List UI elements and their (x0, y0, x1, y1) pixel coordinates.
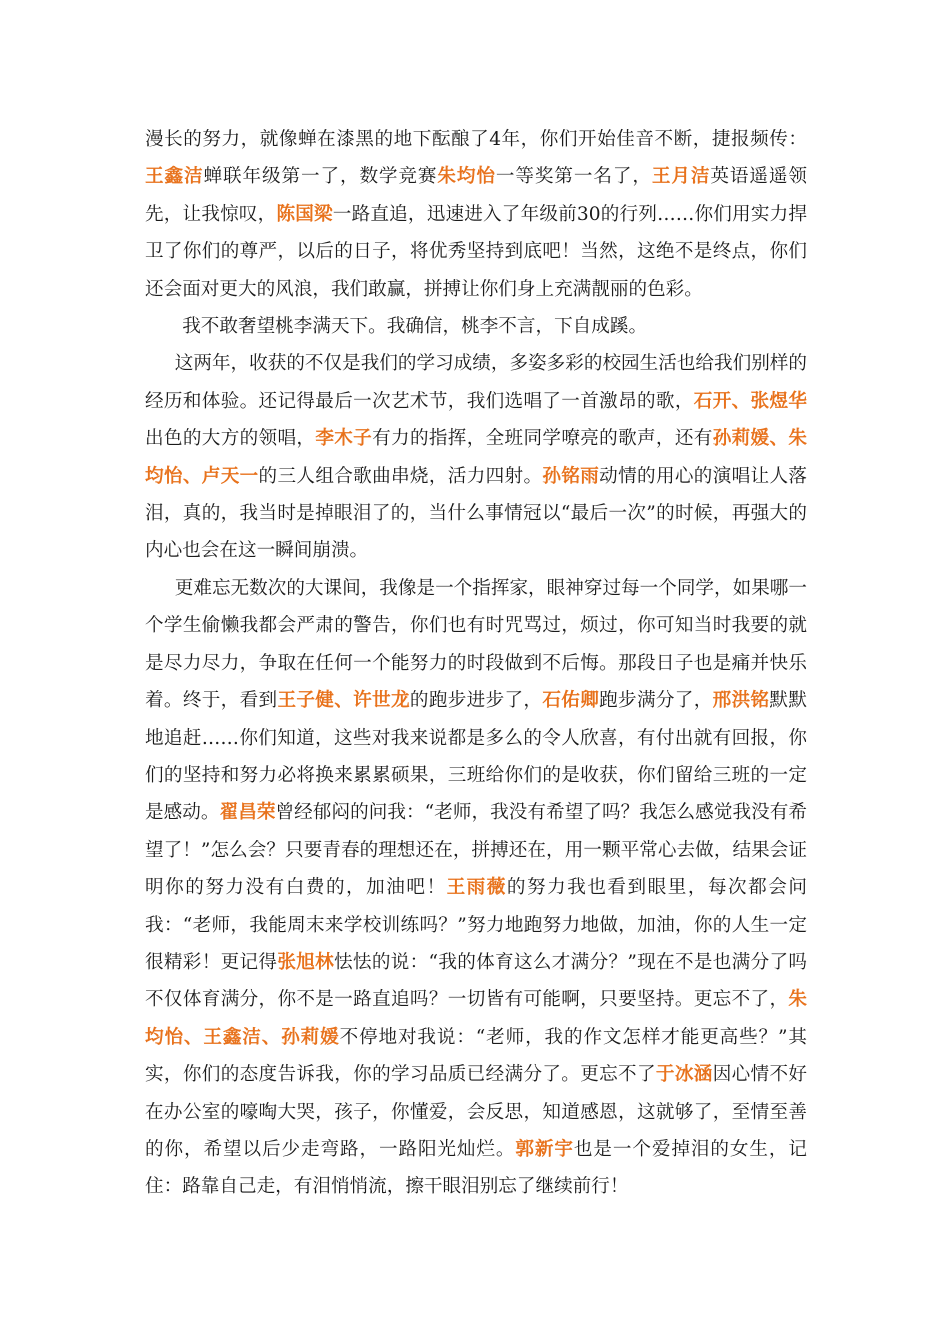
student-name: 孙莉媛、朱均怡、卢天一 (145, 428, 807, 487)
student-name: 邢洪铭 (712, 690, 770, 712)
student-name: 郭新宇 (515, 1138, 574, 1160)
student-name: 张旭林 (277, 951, 335, 973)
student-name: 朱均怡 (437, 166, 496, 188)
paragraph-big-recess (145, 570, 807, 1206)
student-name: 李木子 (315, 428, 373, 450)
body-text: 蝉联年级第一了，数学竞赛 (203, 166, 438, 188)
student-name: 王雨薇 (446, 877, 507, 899)
body-text: 这两年，收获的不仅是我们的学习成绩，多姿多彩的校园生活也给我们别样的经历和体验。还记得最后一次艺术节，我们选唱了一首激昂的歌， (145, 353, 807, 412)
body-text: 怯怯的说：“我的体育这么才满分？”现在不是也满分了吗不仅体育满分，你不是一路直追吗？一切皆有可能啊，只要坚持。更忘不了， (145, 951, 807, 1011)
student-name: 朱均怡、王鑫洁、孙莉媛 (145, 989, 807, 1048)
body-text: 也是一个爱掉泪的女生，记住：路靠自己走，有泪悄悄流，擦干眼泪别忘了继续前行！ (145, 1138, 807, 1198)
body-text: 的努力我也看到眼里，每次都会问我：“老师，我能周末来学校训练吗？”努力地跑努力地做，加油，你的人生一定很精彩！更记得 (145, 877, 807, 973)
body-text: 有力的指挥，全班同学嘹亮的歌声，还有 (372, 428, 713, 450)
body-text: 一等奖第一名了， (495, 166, 652, 188)
body-text: 漫长的努力，就像蝉在漆黑的地下酝酿了4年，你们开始佳音不断，捷报频传： (145, 129, 807, 150)
paragraph-art-festival (145, 345, 807, 569)
student-name: 于冰涵 (655, 1064, 713, 1086)
student-name: 王鑫洁 (145, 166, 204, 188)
body-text: 因心情不好在办公室的嚎啕大哭，孩子，你懂爱，会反思，知道感恩，这就够了，至情至善的你，希望以后少走弯路，一路阳光灿烂。 (145, 1064, 807, 1160)
student-name: 陈国梁 (276, 203, 333, 225)
body-text: 曾经郁闷的问我：“老师，我没有希望了吗？我怎么感觉我没有希望了！”怎么会？只要青春的理想还在，拼搏还在，用一颗平常心去做，结果会证明你的努力没有白费的，加油吧！ (145, 802, 807, 899)
body-text: 我不敢奢望桃李满天下。我确信，桃李不言，下自成蹊。 (182, 316, 648, 338)
student-name: 孙铭雨 (542, 465, 600, 487)
body-text: 默默地追赶……你们知道，这些对我来说都是多么的令人欣喜，有付出就有回报，你们的坚持和努力必将换来累累硕果，三班给你们的是收获，你们留给三班的一定是感动。 (145, 690, 807, 824)
body-text: 一路直追，迅速进入了年级前30的行列……你们用实力捍卫了你们的尊严，以后的日子，将优秀坚持到底吧！当然，这绝不是终点，你们还会面对更大的风浪，我们敢赢，拼搏让你们身上充满靓丽的色彩。 (145, 203, 807, 300)
paragraph-achievements (145, 121, 807, 308)
student-name: 石开、张煜华 (693, 390, 807, 412)
paragraph-peach-plum (145, 308, 807, 345)
body-text: 英语遥遥领先，让我惊叹， (145, 166, 807, 225)
document-body (145, 121, 807, 1206)
body-text: 的跑步进步了， (409, 690, 543, 712)
student-name: 王月洁 (651, 166, 711, 188)
body-text: 不停地对我说：“老师，我的作文怎样才能更高些？”其实，你们的态度告诉我，你的学习品质已经满分了。更忘不了 (145, 1026, 807, 1086)
body-text: 的三人组合歌曲串烧，活力四射。 (258, 465, 543, 487)
body-text: 更难忘无数次的大课间，我像是一个指挥家，眼神穿过每一个同学，如果哪一个学生偷懒我都会严肃的警告，你们也有时咒骂过，烦过，你可知当时我要的就是尽力尽力，争取在任何一个能努力的时段做到不后悔。那段日子也是痛并快乐着。终于，看到 (145, 577, 807, 712)
body-text: 动情的用心的演唱让人落泪，真的，我当时是掉眼泪了的，当什么事情冠以“最后一次”的时候，再强大的内心也会在这一瞬间崩溃。 (145, 465, 807, 562)
body-text: 跑步满分了， (599, 690, 713, 712)
student-name: 翟昌荣 (219, 802, 276, 824)
student-name: 王子健、许世龙 (277, 690, 410, 712)
student-name: 石佑卿 (542, 690, 600, 712)
body-text: 出色的大方的领唱， (145, 428, 316, 450)
